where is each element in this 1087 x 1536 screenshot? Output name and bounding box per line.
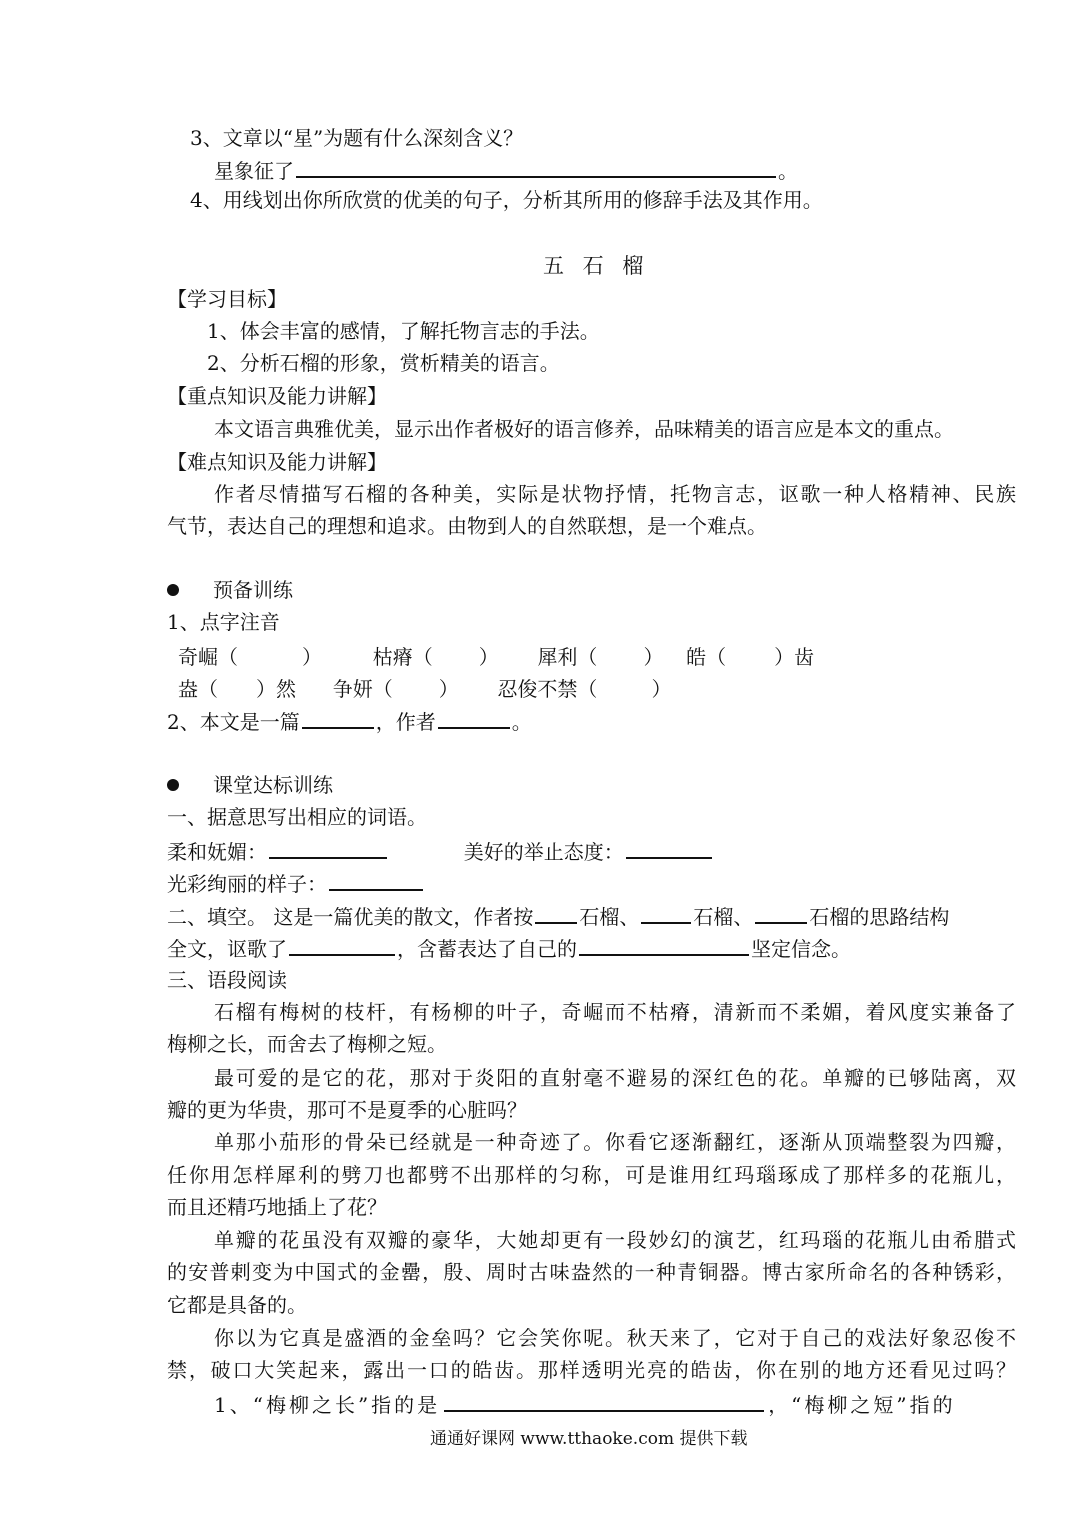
passage-p2-line-2: 瓣的更为华贵，那可不是夏季的心脏吗？ xyxy=(167,1098,527,1122)
word-xili: 犀利（ xyxy=(537,645,598,669)
fill-text: ，含蓄表达了自己的 xyxy=(397,937,577,961)
fill-text: 坚定信念。 xyxy=(751,937,851,961)
reading-question-1 xyxy=(214,1390,1016,1418)
answer-suffix: 。 xyxy=(778,159,798,183)
fill-blank[interactable] xyxy=(641,902,691,924)
fill-text: 石榴、 xyxy=(693,905,754,929)
prep-item-1: 1、点字注音 xyxy=(167,610,280,634)
passage-p3-line-2: 任你用怎样犀利的劈刀也都劈不出那样的匀称，可是谁用红玛瑙琢成了那样多的花瓶儿， xyxy=(167,1163,1016,1187)
word-qijue: 奇崛（ xyxy=(178,645,238,669)
goals-heading: 【学习目标】 xyxy=(167,287,287,311)
passage-p1-line-1: 石榴有梅树的枝杆，有杨柳的叶子，奇崛而不枯瘠，清新而不柔媚，着风度实兼备了 xyxy=(214,1000,1016,1024)
prep2-text: 。 xyxy=(511,710,532,734)
difficulty-text-line-2: 气节，表达自己的理想和追求。由物到人的自然联想，是一个难点。 xyxy=(167,514,767,538)
prep-heading xyxy=(167,577,293,603)
prep2-text: 2、本文是一篇 xyxy=(167,710,300,734)
word-blank[interactable] xyxy=(329,869,423,891)
section-1-row-1 xyxy=(167,837,714,865)
fill-blank[interactable] xyxy=(535,902,577,924)
fill-blank[interactable] xyxy=(579,934,749,956)
paren-close: ） xyxy=(478,645,499,669)
prompt-label: 美好的举止态度： xyxy=(463,840,624,864)
fill-blank[interactable] xyxy=(289,934,395,956)
pinyin-blank[interactable] xyxy=(728,642,772,664)
difficulty-text-line-1: 作者尽情描写石榴的各种美，实际是状物抒情，托物言志，讴歌一种人格精神、民族 xyxy=(214,482,1016,506)
goal-2: 2、分析石榴的形象，赏析精美的语言。 xyxy=(207,351,560,375)
pinyin-blank[interactable] xyxy=(395,674,437,696)
passage-p2-line-1: 最可爱的是它的花，那对于炎阳的直射毫不避易的深红色的花。单瓣的已够陆离，双 xyxy=(214,1066,1016,1090)
passage-p4-line-3: 它都是具备的。 xyxy=(167,1293,307,1317)
pinyin-blank[interactable] xyxy=(220,674,254,696)
word-haochi: 皓（ xyxy=(686,645,727,669)
word-kuji: 枯瘠（ xyxy=(372,645,433,669)
prep-item-2 xyxy=(167,707,532,735)
section-1-heading: 一、据意思写出相应的词语。 xyxy=(167,805,427,829)
passage-p4-line-1: 单瓣的花虽没有双瓣的豪华，大她却更有一段妙幻的演艺，红玛瑙的花瓶儿由希腊式 xyxy=(214,1228,1016,1252)
section-2-line-2 xyxy=(167,934,851,962)
key-heading: 【重点知识及能力讲解】 xyxy=(167,384,387,408)
passage-p5-line-2: 禁，破口大笑起来，露出一口的皓齿。那样透明光亮的皓齿，你在别的地方还看见过吗？ xyxy=(167,1358,1016,1382)
passage-p1-line-2: 梅柳之长，而舍去了梅柳之短。 xyxy=(167,1032,447,1056)
genre-blank[interactable] xyxy=(302,707,374,729)
answer-prefix: 星象征了 xyxy=(214,159,294,183)
answer-blank[interactable] xyxy=(296,156,776,178)
word-blank[interactable] xyxy=(626,837,712,859)
passage-p5-line-1: 你以为它真是盛酒的金垒吗？它会笑你呢。秋天来了，它对于自己的戏法好象忍俊不 xyxy=(214,1326,1016,1350)
paren-close: ） xyxy=(438,677,459,701)
difficulty-heading: 【难点知识及能力讲解】 xyxy=(167,450,387,474)
pinyin-blank[interactable] xyxy=(599,674,649,696)
class-heading xyxy=(167,772,333,798)
pinyin-row-1 xyxy=(178,642,814,670)
prep2-text: ，作者 xyxy=(375,710,436,734)
page-footer: 通通好课网 www.tthaoke.com 提供下载 xyxy=(430,1429,748,1449)
fill-text: 全文，讴歌了 xyxy=(167,937,287,961)
bullet-icon xyxy=(167,584,179,596)
pinyin-row-2 xyxy=(178,674,671,702)
word-angran: 盎（ xyxy=(178,677,218,701)
pinyin-blank[interactable] xyxy=(599,642,641,664)
key-text: 本文语言典雅优美，显示出作者极好的语言修养，品味精美的语言应是本文的重点。 xyxy=(214,417,954,441)
question-3-answer-line xyxy=(214,156,798,184)
class-heading-label: 课堂达标训练 xyxy=(213,773,333,797)
question-3: 3、文章以“星”为题有什么深刻含义？ xyxy=(190,126,524,150)
question-text: ，“梅柳之短”指的 xyxy=(768,1393,956,1417)
pinyin-blank[interactable] xyxy=(240,642,300,664)
prompt-label: 柔和妩媚： xyxy=(167,840,267,864)
passage-p3-line-3: 而且还精巧地插上了花？ xyxy=(167,1195,387,1219)
prompt-label: 光彩绚丽的样子： xyxy=(167,872,327,896)
fill-text: 二、填空。 这是一篇优美的散文，作者按 xyxy=(167,905,534,929)
word-blank[interactable] xyxy=(269,837,387,859)
paren-close: ） xyxy=(643,645,664,669)
paren-close-suffix: ）齿 xyxy=(774,645,815,669)
paren-close: ） xyxy=(302,645,322,669)
pinyin-blank[interactable] xyxy=(435,642,477,664)
passage-p4-line-2: 的安普剌变为中国式的金罍，殷、周时古味盎然的一种青铜器。博古家所命名的各种锈彩， xyxy=(167,1260,1016,1284)
goal-1: 1、体会丰富的感情，了解托物言志的手法。 xyxy=(207,319,600,343)
paren-close: ） xyxy=(651,677,672,701)
section-title: 五 石 榴 xyxy=(543,254,650,278)
question-text: 1、“梅柳之长”指的是 xyxy=(214,1393,441,1417)
word-zhengyan: 争妍（ xyxy=(332,677,393,701)
fill-text: 石榴的思路结构 xyxy=(809,905,950,929)
word-renjunbujin: 忍俊不禁（ xyxy=(497,677,598,701)
answer-blank[interactable] xyxy=(444,1390,764,1412)
author-blank[interactable] xyxy=(438,707,510,729)
fill-blank[interactable] xyxy=(755,902,807,924)
paren-close-suffix: ）然 xyxy=(256,677,296,701)
prep-heading-label: 预备训练 xyxy=(213,578,293,602)
section-3-heading: 三、语段阅读 xyxy=(167,968,287,992)
passage-p3-line-1: 单那小茄形的骨朵已经就是一种奇迹了。你看它逐渐翻红，逐渐从顶端整裂为四瓣， xyxy=(214,1130,1016,1154)
bullet-icon xyxy=(167,779,179,791)
fill-text: 石榴、 xyxy=(579,905,640,929)
section-2-line-1 xyxy=(167,902,949,930)
question-4: 4、用线划出你所欣赏的优美的句子，分析其所用的修辞手法及其作用。 xyxy=(190,188,823,212)
section-1-row-2 xyxy=(167,869,425,897)
